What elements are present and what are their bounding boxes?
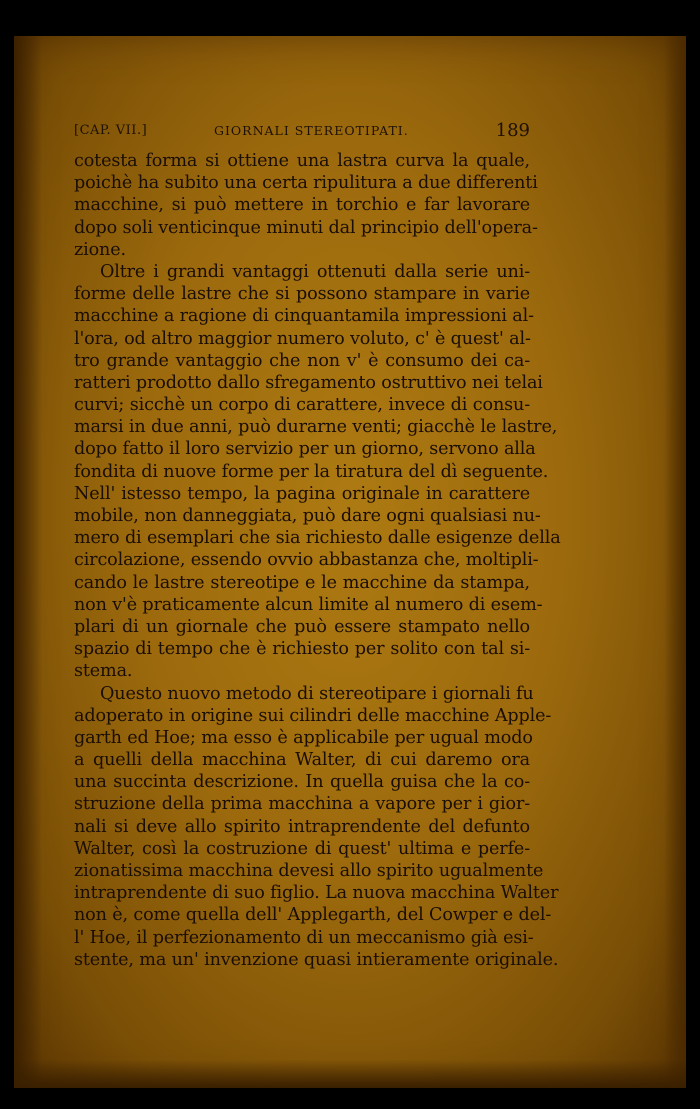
text-line: tro grande vantaggio che non v' è consumo dei ca- xyxy=(74,350,530,371)
text-line: a quelli della macchina Walter, di cui daremo ora xyxy=(74,750,530,771)
text-line: una succinta descrizione. In quella guisa che la co- xyxy=(74,772,530,793)
text-line: mobile, non danneggiata, può dare ogni qualsiasi nu- xyxy=(74,506,541,526)
text-line: spazio di tempo che è richiesto per solito con tal si- xyxy=(74,639,530,660)
text-line: poichè ha subito una certa ripulitura a due differenti xyxy=(74,173,538,194)
text-line: nali si deve allo spirito intraprendente del defunto xyxy=(74,816,530,837)
text-line: curvi; sicchè un corpo di carattere, invece di consu- xyxy=(74,395,530,416)
running-title: GIORNALI STEREOTIPATI. xyxy=(214,123,409,138)
text-line: stente, ma un' invenzione quasi intieramente originale. xyxy=(74,949,559,970)
running-header xyxy=(74,118,530,144)
page-number: 189 xyxy=(495,120,530,141)
text-line: Oltre i grandi vantaggi ottenuti dalla serie uni- xyxy=(100,261,530,282)
text-line: Walter, così la costruzione di quest' ultima e perfe- xyxy=(74,838,530,859)
text-line: circolazione, essendo ovvio abbastanza che, moltipli- xyxy=(74,550,539,571)
body-text xyxy=(74,150,561,971)
text-line: l' Hoe, il perfezionamento di un meccanismo già esi- xyxy=(74,927,534,948)
text-line: zionatissima macchina devesi allo spirito ugualmente xyxy=(74,861,544,881)
text-line: l'ora, od altro maggior numero voluto, c' è quest' al- xyxy=(74,328,531,349)
text-line: macchine a ragione di cinquantamila impressioni al- xyxy=(74,306,534,327)
text-line: cotesta forma si ottiene una lastra curva la quale, xyxy=(74,151,530,171)
chapter-label: [CAP. VII.] xyxy=(74,123,148,138)
text-line: non è, come quella dell' Applegarth, del Cowper e del- xyxy=(74,905,552,926)
text-line: non v'è praticamente alcun limite al numero di esem- xyxy=(74,594,543,615)
text-line: cando le lastre stereotipe e le macchine da stampa, xyxy=(74,572,530,593)
text-line: macchine, si può mettere in torchio e far lavorare xyxy=(74,195,530,216)
text-line: marsi in due anni, può durarne venti; giacchè le lastre, xyxy=(74,417,558,438)
text-line: adoperato in origine sui cilindri delle macchine Apple- xyxy=(74,705,552,726)
text-line: garth ed Hoe; ma esso è applicabile per ugual modo xyxy=(74,727,533,748)
text-line: fondita di nuove forme per la tiratura del dì seguente. xyxy=(74,461,549,482)
page-right-edge xyxy=(664,36,686,1088)
text-line: dopo fatto il loro servizio per un giorno, servono alla xyxy=(74,439,536,460)
text-line: Nell' istesso tempo, la pagina originale in carattere xyxy=(74,483,530,504)
text-line: forme delle lastre che si possono stampare in varie xyxy=(74,284,530,305)
text-line: plari di un giornale che può essere stampato nello xyxy=(74,616,530,637)
text-line: stema. xyxy=(74,661,133,682)
text-line: mero di esemplari che sia richiesto dalle esigenze della xyxy=(74,528,561,549)
text-line: struzione della prima macchina a vapore per i gior- xyxy=(74,794,530,815)
page-bottom-edge xyxy=(14,1060,686,1088)
page-left-edge xyxy=(14,36,42,1088)
text-line: Questo nuovo metodo di stereotipare i giornali fu xyxy=(100,683,534,704)
text-line: dopo soli venticinque minuti dal principio dell'opera- xyxy=(74,217,538,238)
text-line: zione. xyxy=(74,239,126,260)
text-line: ratteri prodotto dallo sfregamento ostruttivo nei telai xyxy=(74,372,543,393)
text-line: intraprendente di suo figlio. La nuova macchina Walter xyxy=(74,883,559,904)
